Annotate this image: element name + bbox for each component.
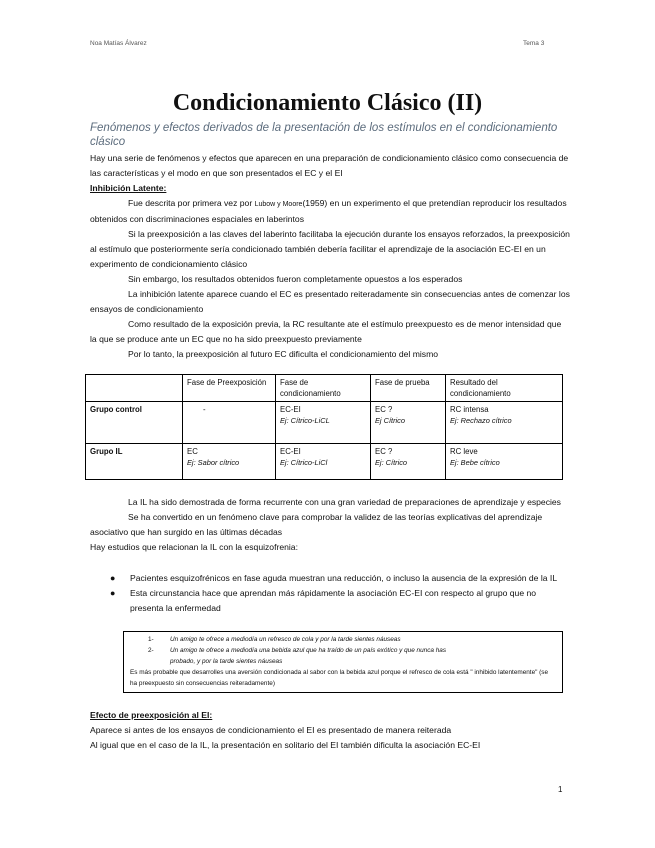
- ei-heading: Efecto de preexposición al EI:: [90, 710, 213, 720]
- latent-p1-citation: Lubow y Moore: [254, 201, 303, 208]
- ei-paragraph-2: Al igual que en el caso de la IL, la presentación en solitario del EI también dificulta la asociación EC-EI: [90, 740, 481, 750]
- cell-example: Ej Cítrico: [375, 416, 405, 425]
- latent-inhibition-heading: Inhibición Latente:: [90, 183, 167, 193]
- table-cell: [276, 444, 371, 480]
- cell-example: Ej: Sabor cítrico: [187, 458, 240, 467]
- table-cell: [183, 444, 276, 480]
- example-box: [123, 631, 563, 693]
- table-header-cell: [86, 375, 183, 402]
- cell-value: -: [203, 405, 206, 414]
- table-cell: [371, 444, 446, 480]
- example-text: Un amigo te ofrece a mediodía un refresco de cola y por la tarde sientes náuseas: [170, 636, 401, 643]
- after-table-section: [90, 495, 570, 555]
- latent-paragraph-5: Como resultado de la exposición previa, la RC resultante ate el estímulo preexpuesto es de menor intensidad que la que se produce ante un EC que no ha sido preexpuesto previamente: [90, 319, 562, 344]
- ei-paragraph-1: Aparece si antes de los ensayos de condicionamiento el EI es presentado de manera reiterada: [90, 725, 452, 735]
- page-subtitle: Fenómenos y efectos derivados de la presentación de los estímulos en el condicionamiento clásico: [90, 122, 558, 148]
- intro-section: [90, 151, 570, 362]
- table-header-cell: Fase de condicionamiento: [276, 375, 371, 402]
- table-row: [86, 444, 563, 480]
- cell-example: Ej: Rechazo cítrico: [450, 416, 512, 425]
- intro-paragraph: Hay una serie de fenómenos y efectos que aparecen en una preparación de condicionamiento clásico como consecuencia de las características y el modo en que son presentados el EC y el EI: [90, 153, 569, 178]
- example-number: 2-: [148, 647, 154, 654]
- cell-example: Ej: Cítrico-LiCL: [280, 416, 330, 425]
- example-item-1: [130, 634, 556, 645]
- table-cell: [371, 402, 446, 444]
- table-row: [86, 402, 563, 444]
- header-topic: Tema 3: [523, 40, 545, 47]
- table-group-cell: Grupo IL: [86, 444, 183, 480]
- bullet-icon: ●: [110, 573, 116, 583]
- cell-value: EC ?: [375, 405, 393, 414]
- latent-paragraph-6: Por lo tanto, la preexposición al futuro EC dificulta el condicionamiento del mismo: [128, 349, 439, 359]
- after-paragraph-1: La IL ha sido demostrada de forma recurrente con una gran variedad de preparaciones de aprendizaje y especies: [128, 497, 561, 507]
- table-cell: [276, 402, 371, 444]
- table-header-row: [86, 375, 563, 402]
- table-header-cell: Fase de Preexposición: [183, 375, 276, 402]
- schizophrenia-bullet-list: [110, 571, 570, 616]
- latent-p1-end: (1959) en un experimento el que pretendían reproducir los resultados obtenidos con discriminaciones espaciales en laberintos: [90, 198, 567, 224]
- bullet-text: Pacientes esquizofrénicos en fase aguda muestran una reducción, o incluso la ausencia de la expresión de la IL: [130, 573, 558, 583]
- bullet-icon: ●: [110, 588, 116, 598]
- example-text: Un amigo te ofrece a mediodía una bebida azul que ha traído de un país exótico y que nunca has: [170, 647, 447, 654]
- page-number: 1: [558, 785, 563, 794]
- cell-example: Ej: Bebe cítrico: [450, 458, 500, 467]
- cell-value: RC leve: [450, 447, 478, 456]
- table-cell: [446, 402, 563, 444]
- page-title: Condicionamiento Clásico (II): [172, 90, 483, 116]
- example-item-2: [130, 645, 556, 656]
- table-group-cell: Grupo control: [86, 402, 183, 444]
- cell-example: Ej: Cítrico-LiCl: [280, 458, 328, 467]
- bullet-text: Esta circunstancia hace que aprendan más rápidamente la asociación EC-EI con respecto al grupo que no presenta la enfermedad: [130, 588, 537, 613]
- cell-value: RC intensa: [450, 405, 489, 414]
- latent-paragraph-4: La inhibición latente aparece cuando el EC es presentado reiteradamente sin consecuencias antes de comenzar los ensayos de condicionamiento: [90, 289, 570, 314]
- latent-paragraph-3: Sin embargo, los resultados obtenidos fueron completamente opuestos a los esperados: [128, 274, 463, 284]
- header-author: Noa Matías Álvarez: [90, 40, 147, 47]
- ei-section: [90, 708, 570, 753]
- table-header-cell: Fase de prueba: [371, 375, 446, 402]
- example-number: 1-: [148, 636, 154, 643]
- table-header-cell: Resultado del condicionamiento: [446, 375, 563, 402]
- list-item: [110, 571, 570, 586]
- list-item: [110, 586, 570, 616]
- cell-value: EC ?: [375, 447, 393, 456]
- cell-value: EC-EI: [280, 405, 301, 414]
- cell-value: EC-EI: [280, 447, 301, 456]
- latent-paragraph-1: [90, 196, 570, 227]
- cell-example: Ej: Cítrico: [375, 458, 408, 467]
- after-paragraph-2: Se ha convertido en un fenómeno clave para comprobar la validez de las teorías explicativas del aprendizaje asociativo que han surgido en las últimas décadas: [90, 512, 543, 537]
- latent-p1-start: Fue descrita por primera vez por: [128, 198, 255, 208]
- table-cell: [183, 402, 276, 444]
- example-text-continued: probado, y por la tarde sientes náuseas: [170, 658, 283, 665]
- after-paragraph-3: Hay estudios que relacionan la IL con la esquizofrenia:: [90, 542, 298, 552]
- cell-value: EC: [187, 447, 198, 456]
- example-note: Es más probable que desarrolles una aversión condicionada al sabor con la bebida azul porque el refresco de cola está " inhibido latentemente" (se ha preexpuesto sin consecuencias reiteradamente): [130, 669, 549, 687]
- latent-paragraph-2: Si la preexposición a las claves del laberinto facilitaba la ejecución durante los ensayos reforzados, la preexposición al estímulo que posteriormente sería condicionado también debería facilitar el aprendizaje de la asociación EC-EI en un experimento de condicionamiento clásico: [90, 229, 570, 269]
- table-cell: [446, 444, 563, 480]
- latent-inhibition-table: [85, 374, 563, 480]
